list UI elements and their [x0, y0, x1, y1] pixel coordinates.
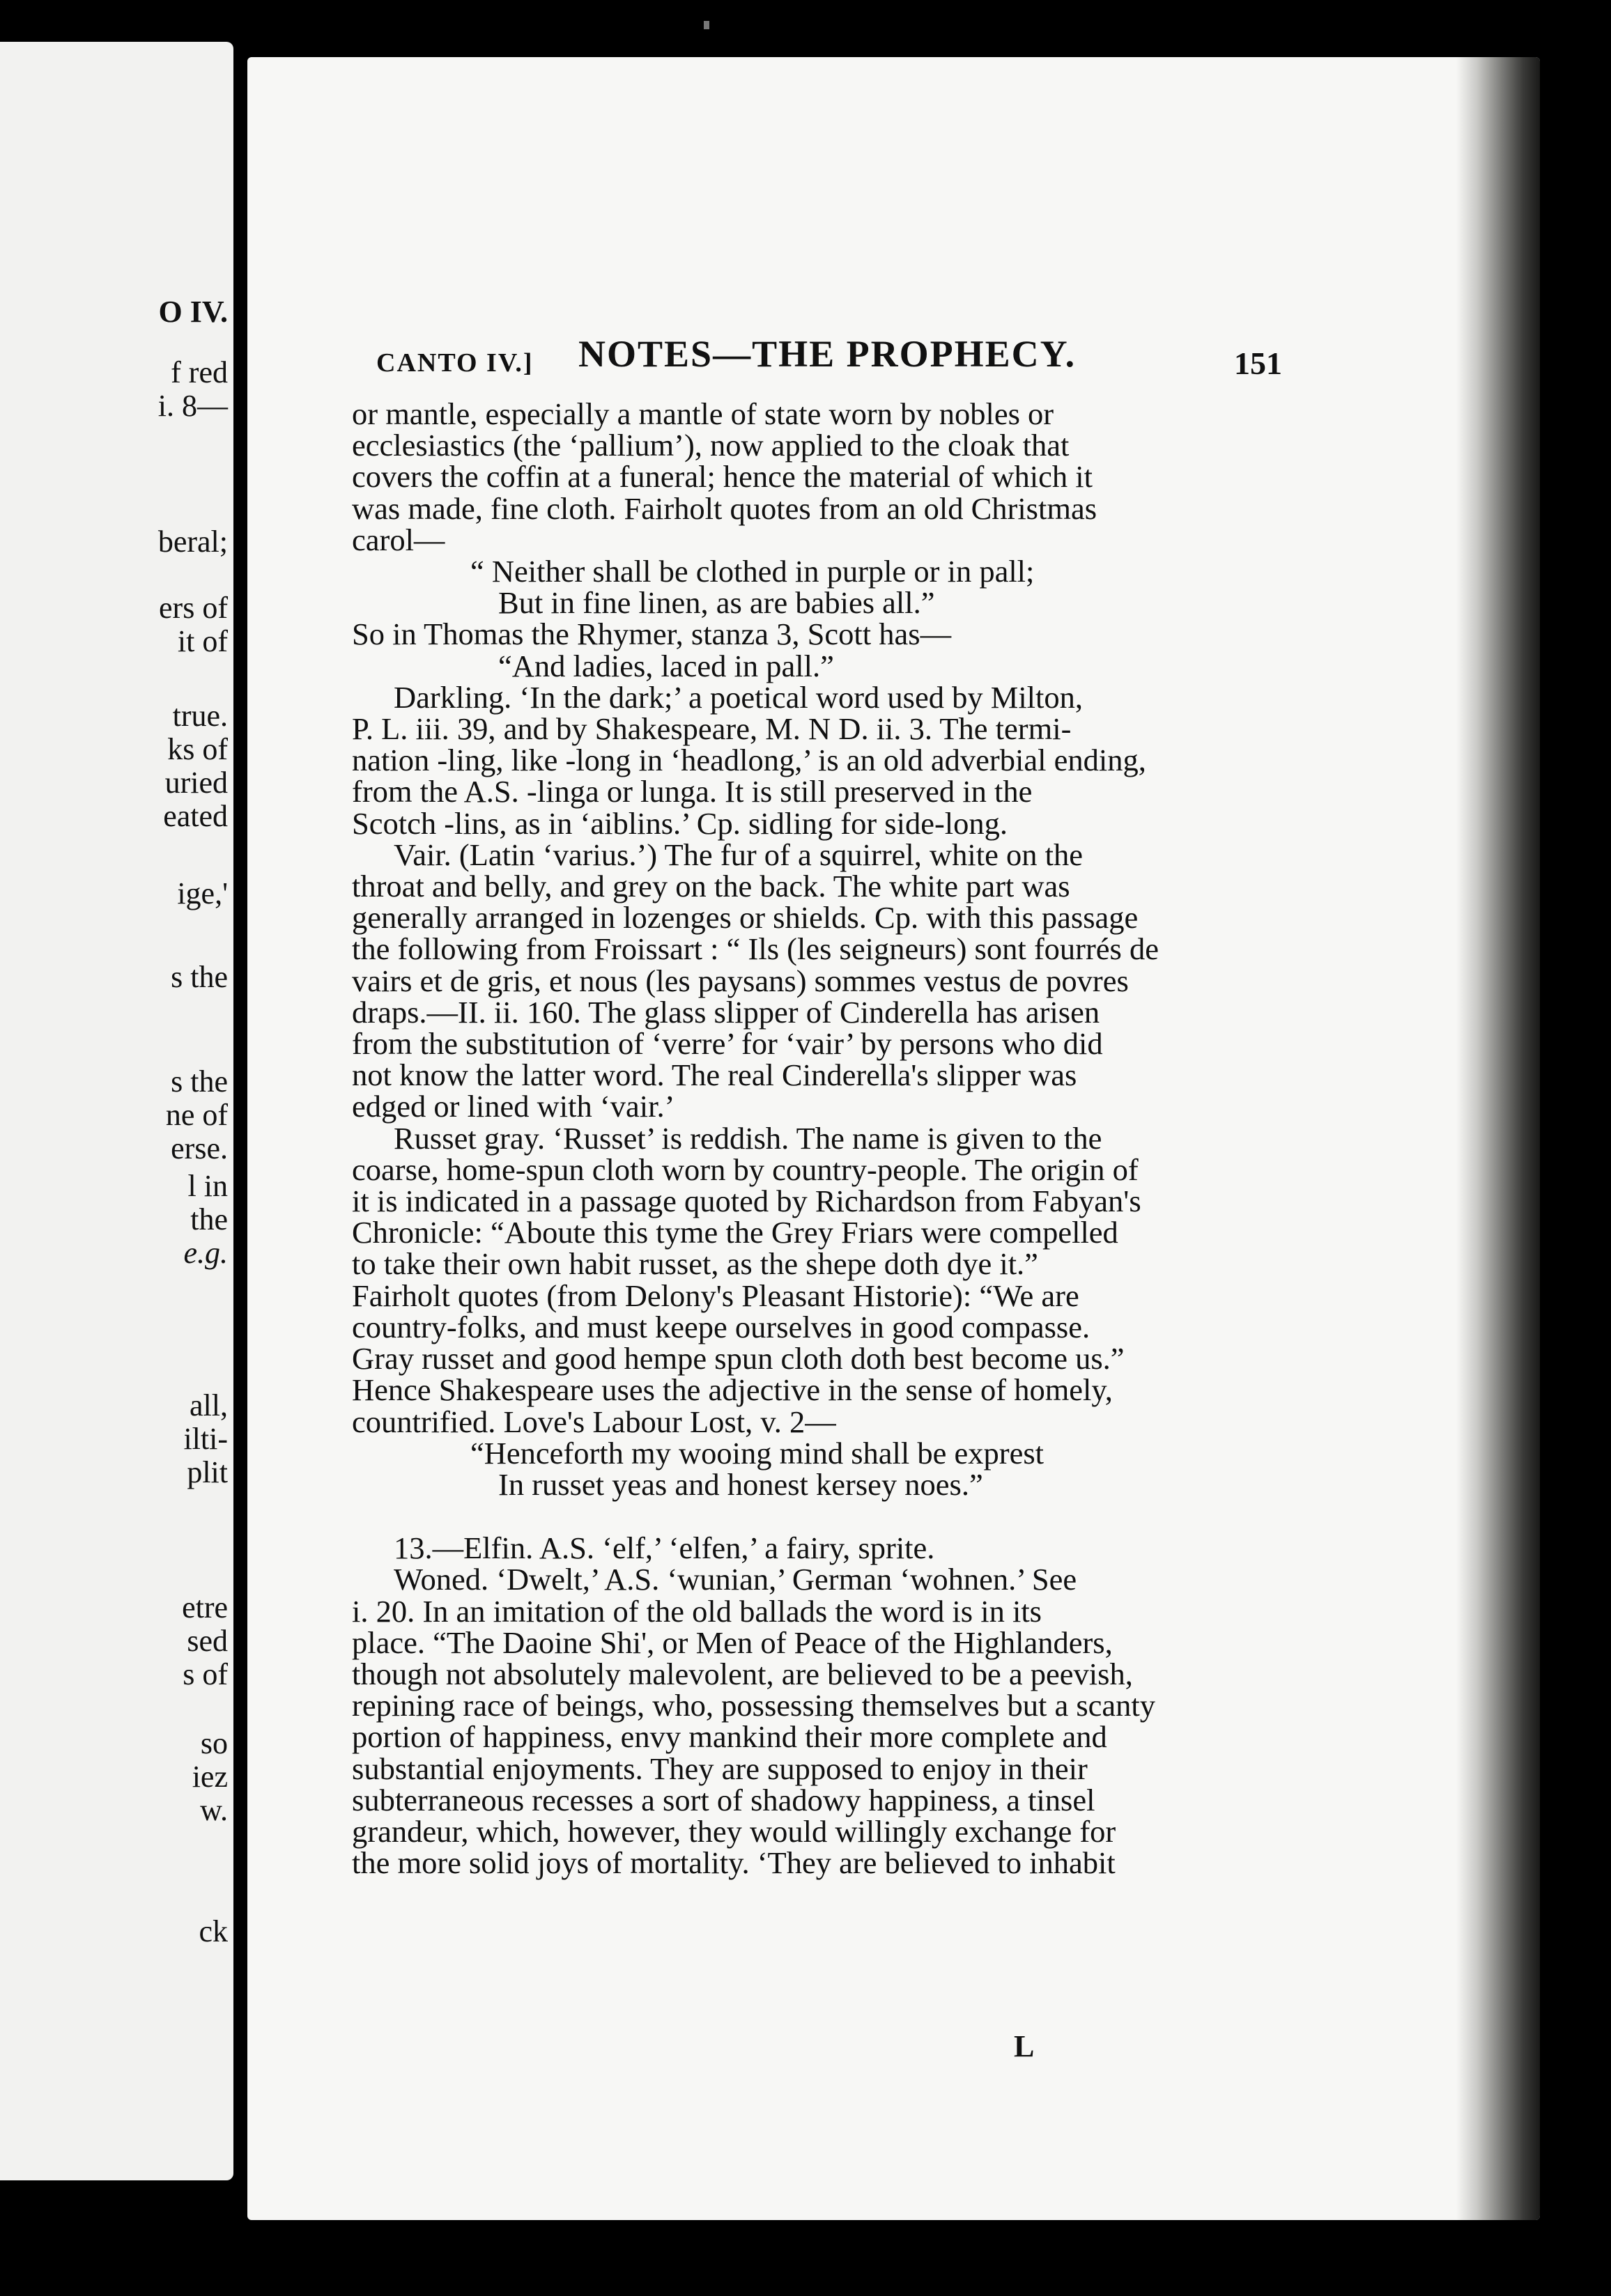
text-line: i. 20. In an imitation of the old ballads the word is in its: [352, 1593, 1042, 1629]
left-fragment: i. 8—: [157, 389, 228, 423]
left-fragment: all,: [190, 1388, 228, 1422]
left-fragment: erse.: [171, 1131, 228, 1165]
text-line: place. “The Daoine Shi', or Men of Peace of the Highlanders,: [352, 1624, 1113, 1660]
text-line: subterraneous recesses a sort of shadowy happiness, a tinsel: [352, 1782, 1095, 1817]
running-head-title: NOTES—THE PROPHECY.: [578, 333, 1077, 375]
text-line: coarse, home-spun cloth worn by country-people. The origin of: [352, 1151, 1139, 1187]
entry-line: Vair. (Latin ‘varius.’) The fur of a squirrel, white on the: [394, 837, 1083, 872]
text-line: the more solid joys of mortality. ‘They are believed to inhabit: [352, 1845, 1116, 1881]
left-fragment: eated: [163, 799, 228, 833]
text-line: country-folks, and must keepe ourselves in good compasse.: [352, 1309, 1090, 1344]
left-fragment: etre: [182, 1590, 228, 1624]
text-line: generally arranged in lozenges or shields. Cp. with this passage: [352, 900, 1139, 936]
entry-line: 13.—Elfin. A.S. ‘elf,’ ‘elfen,’ a fairy, sprite.: [394, 1530, 935, 1566]
left-fragment: uried: [164, 766, 228, 800]
text-line: Gray russet and good hempe spun cloth doth best become us.”: [352, 1341, 1125, 1376]
left-fragment: iez: [192, 1760, 228, 1794]
left-fragment: O IV.: [158, 295, 228, 329]
text-line: the following from Froissart : “ Ils (les seigneurs) sont fourrés de: [352, 931, 1159, 967]
text-line: throat and belly, and grey on the back. The white part was: [352, 869, 1070, 904]
text-line: Fairholt quotes (from Delony's Pleasant Historie): “We are: [352, 1278, 1079, 1313]
text-line: repining race of beings, who, possessing themselves but a scanty: [352, 1688, 1156, 1723]
entry-line: Darkling. ‘In the dark;’ a poetical word used by Milton,: [394, 679, 1084, 715]
left-fragment: the: [190, 1202, 228, 1236]
text-line: Chronicle: “Aboute this tyme the Grey Friars were compelled: [352, 1215, 1118, 1250]
text-line: substantial enjoyments. They are supposed to enjoy in their: [352, 1751, 1088, 1786]
page-number: 151: [1234, 346, 1282, 381]
verse-line: In russet yeas and honest kersey noes.”: [498, 1466, 983, 1502]
text-line: countrified. Love's Labour Lost, v. 2—: [352, 1404, 836, 1439]
text-line: though not absolutely malevolent, are believed to be a peevish,: [352, 1656, 1133, 1691]
left-fragment: ne of: [165, 1098, 228, 1132]
page-edge-shadow: [1456, 57, 1540, 2220]
left-fragment: ks of: [167, 732, 228, 766]
left-fragment: so: [200, 1726, 228, 1760]
left-fragment: s the: [171, 960, 228, 994]
text-line: it is indicated in a passage quoted by Richardson from Fabyan's: [352, 1184, 1141, 1219]
text-line: portion of happiness, envy mankind their more complete and: [352, 1719, 1107, 1755]
verse-line: “ Neither shall be clothed in purple or in pall;: [470, 554, 1035, 589]
left-fragment: e.g.: [183, 1236, 228, 1270]
running-head-canto: CANTO IV.]: [376, 348, 534, 378]
text-line: carol—: [352, 522, 445, 557]
left-fragment: l in: [187, 1169, 228, 1203]
text-line: draps.—II. ii. 160. The glass slipper of Cinderella has arisen: [352, 994, 1100, 1030]
left-facing-page: [0, 42, 233, 2180]
entry-line: Woned. ‘Dwelt,’ A.S. ‘wunian,’ German ‘wohnen.’ See: [394, 1562, 1077, 1597]
running-head: [376, 332, 1282, 381]
left-fragment: w.: [200, 1793, 228, 1827]
text-line: So in Thomas the Rhymer, stanza 3, Scott has—: [352, 616, 952, 652]
text-line: Hence Shakespeare uses the adjective in the sense of homely,: [352, 1372, 1113, 1408]
text-line: Scotch -lins, as in ‘aiblins.’ Cp. sidling for side-long.: [352, 805, 1008, 841]
verse-line: But in fine linen, as are babies all.”: [498, 585, 935, 621]
left-fragment: s of: [183, 1657, 228, 1691]
text-line: or mantle, especially a mantle of state worn by nobles or: [352, 396, 1054, 431]
text-line: edged or lined with ‘vair.’: [352, 1089, 675, 1124]
signature-mark: L: [1014, 2029, 1035, 2063]
text-line: grandeur, which, however, they would willingly exchange for: [352, 1813, 1116, 1849]
left-fragment: ilti-: [183, 1422, 228, 1456]
verse-line: “And ladies, laced in pall.”: [498, 648, 834, 683]
left-fragment: plit: [187, 1455, 228, 1489]
text-line: nation -ling, like -long in ‘headlong,’ is an old adverbial ending,: [352, 743, 1146, 778]
left-fragment: true.: [172, 699, 228, 733]
text-line: from the substitution of ‘verre’ for ‘vair’ by persons who did: [352, 1026, 1103, 1062]
text-line: to take their own habit russet, as the shepe doth dye it.”: [352, 1246, 1038, 1282]
left-fragment: ige,': [177, 876, 228, 910]
left-fragment: it of: [177, 624, 228, 658]
section-gap: [352, 1500, 1279, 1533]
page-body: [352, 398, 1279, 1879]
verse-line: “Henceforth my wooing mind shall be exprest: [470, 1435, 1045, 1471]
text-line: P. L. iii. 39, and by Shakespeare, M. N D. ii. 3. The termi-: [352, 711, 1072, 747]
text-line: was made, fine cloth. Fairholt quotes from an old Christmas: [352, 490, 1097, 526]
text-line: not know the latter word. The real Cinderella's slipper was: [352, 1057, 1077, 1093]
text-line: covers the coffin at a funeral; hence the material of which it: [352, 459, 1093, 495]
entry-line: Russet gray. ‘Russet’ is reddish. The name is given to the: [394, 1120, 1102, 1156]
book-page: [247, 57, 1540, 2220]
left-fragment: f red: [171, 355, 228, 389]
left-fragment: ck: [199, 1914, 228, 1948]
scan-artifact: [704, 21, 709, 29]
left-fragment: s the: [171, 1064, 228, 1099]
left-fragment: sed: [187, 1624, 228, 1658]
left-fragment: ers of: [159, 591, 228, 625]
text-line: ecclesiastics (the ‘pallium’), now applied to the cloak that: [352, 428, 1070, 463]
left-fragment: beral;: [157, 525, 228, 559]
text-line: from the A.S. -linga or lunga. It is still preserved in the: [352, 774, 1033, 809]
text-line: vairs et de gris, et nous (les paysans) sommes vestus de povres: [352, 963, 1129, 998]
